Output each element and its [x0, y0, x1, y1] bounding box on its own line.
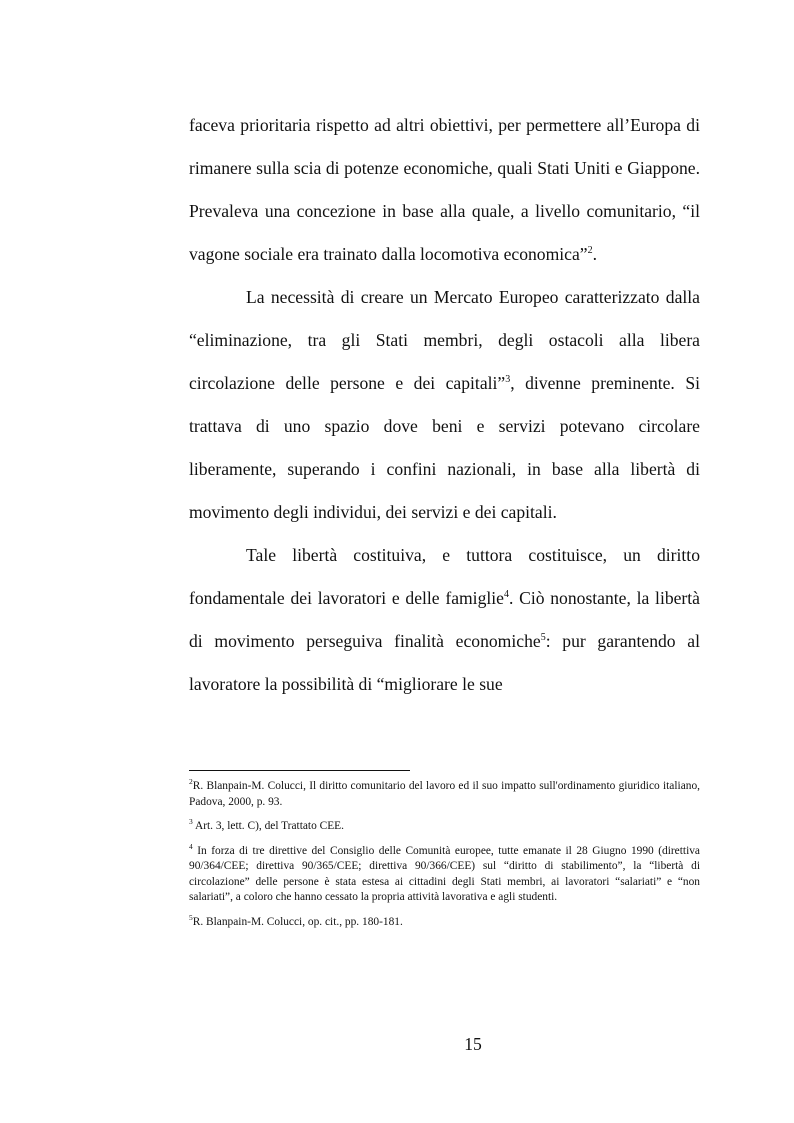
footnote-text: Art. 3, lett. C), del Trattato CEE.: [192, 820, 344, 832]
text-run: faceva prioritaria rispetto ad altri obiettivi, per permettere all’Europa di rimanere sulla scia di potenze economiche, quali Stati Uniti e Giappone. Prevaleva una concezione in base alla quale, a livello comunitario, “il vagone sociale era trainato dalla locomotiva economica”: [189, 115, 700, 264]
footnote-text: In forza di tre direttive del Consiglio delle Comunità europee, tutte emanate il 28 Giugno 1990 (direttiva 90/364/CEE; direttiva 90/365/CEE; direttiva 90/366/CEE) sul “diritto di stabilimento”, la “libertà di circolazione” delle persone è stata estesa ai cittadini degli Stati membri, ai lavoratori “salariati” e “non salariati”, a coloro che hanno cessato la propria attività lavorativa e agli studenti.: [189, 844, 700, 903]
paragraph-1: [189, 104, 700, 276]
footnote-ref-4: 4: [503, 589, 509, 601]
footnote-ref-3: 3: [505, 374, 511, 386]
footnote-5: [189, 912, 700, 931]
body-text: [189, 104, 700, 706]
footnote-marker: 2: [189, 777, 193, 787]
page-number: 15: [464, 1034, 482, 1054]
footnote-text: R. Blanpain-M. Colucci, op. cit., pp. 180-181.: [192, 915, 403, 928]
paragraph-3: [189, 534, 700, 706]
footnote-3: [189, 819, 700, 835]
text-run: .: [592, 244, 598, 264]
text-run: , divenne preminente. Si trattava di uno spazio dove beni e servizi potevano circolare liberamente, superando i confini nazionali, in base alla libertà di movimento degli individui, dei servizi e dei capitali.: [189, 373, 700, 522]
footnote-ref-5: 5: [540, 632, 546, 644]
text-run: Tale libertà costituiva, e tuttora costituisce, un diritto fondamentale dei lavoratori e delle famiglie: [189, 545, 700, 608]
footnote-2: [189, 779, 700, 810]
text-run: La necessità di creare un Mercato Europeo caratterizzato dalla “eliminazione, tra gli Stati membri, degli ostacoli alla libera circolazione delle persone e dei capitali”: [189, 287, 700, 393]
footnote-marker: 5: [189, 912, 193, 922]
text-run: . Ciò nonostante, la libertà di movimento perseguiva finalità economiche: [189, 588, 700, 651]
footnotes: [189, 779, 700, 939]
footnote-text: R. Blanpain-M. Colucci, Il diritto comunitario del lavoro ed il suo impatto sull'ordinamento giuridico italiano, Padova, 2000, p. 93.: [189, 780, 700, 808]
footnote-4: [189, 841, 700, 906]
paragraph-2: [189, 276, 700, 534]
footnote-marker: 3: [189, 817, 193, 827]
footnote-separator: [189, 770, 410, 771]
text-run: : pur garantendo al lavoratore la possibilità di “migliorare le sue: [189, 631, 700, 694]
footnote-ref-2: 2: [587, 245, 593, 257]
footnote-marker: 4: [189, 841, 193, 851]
